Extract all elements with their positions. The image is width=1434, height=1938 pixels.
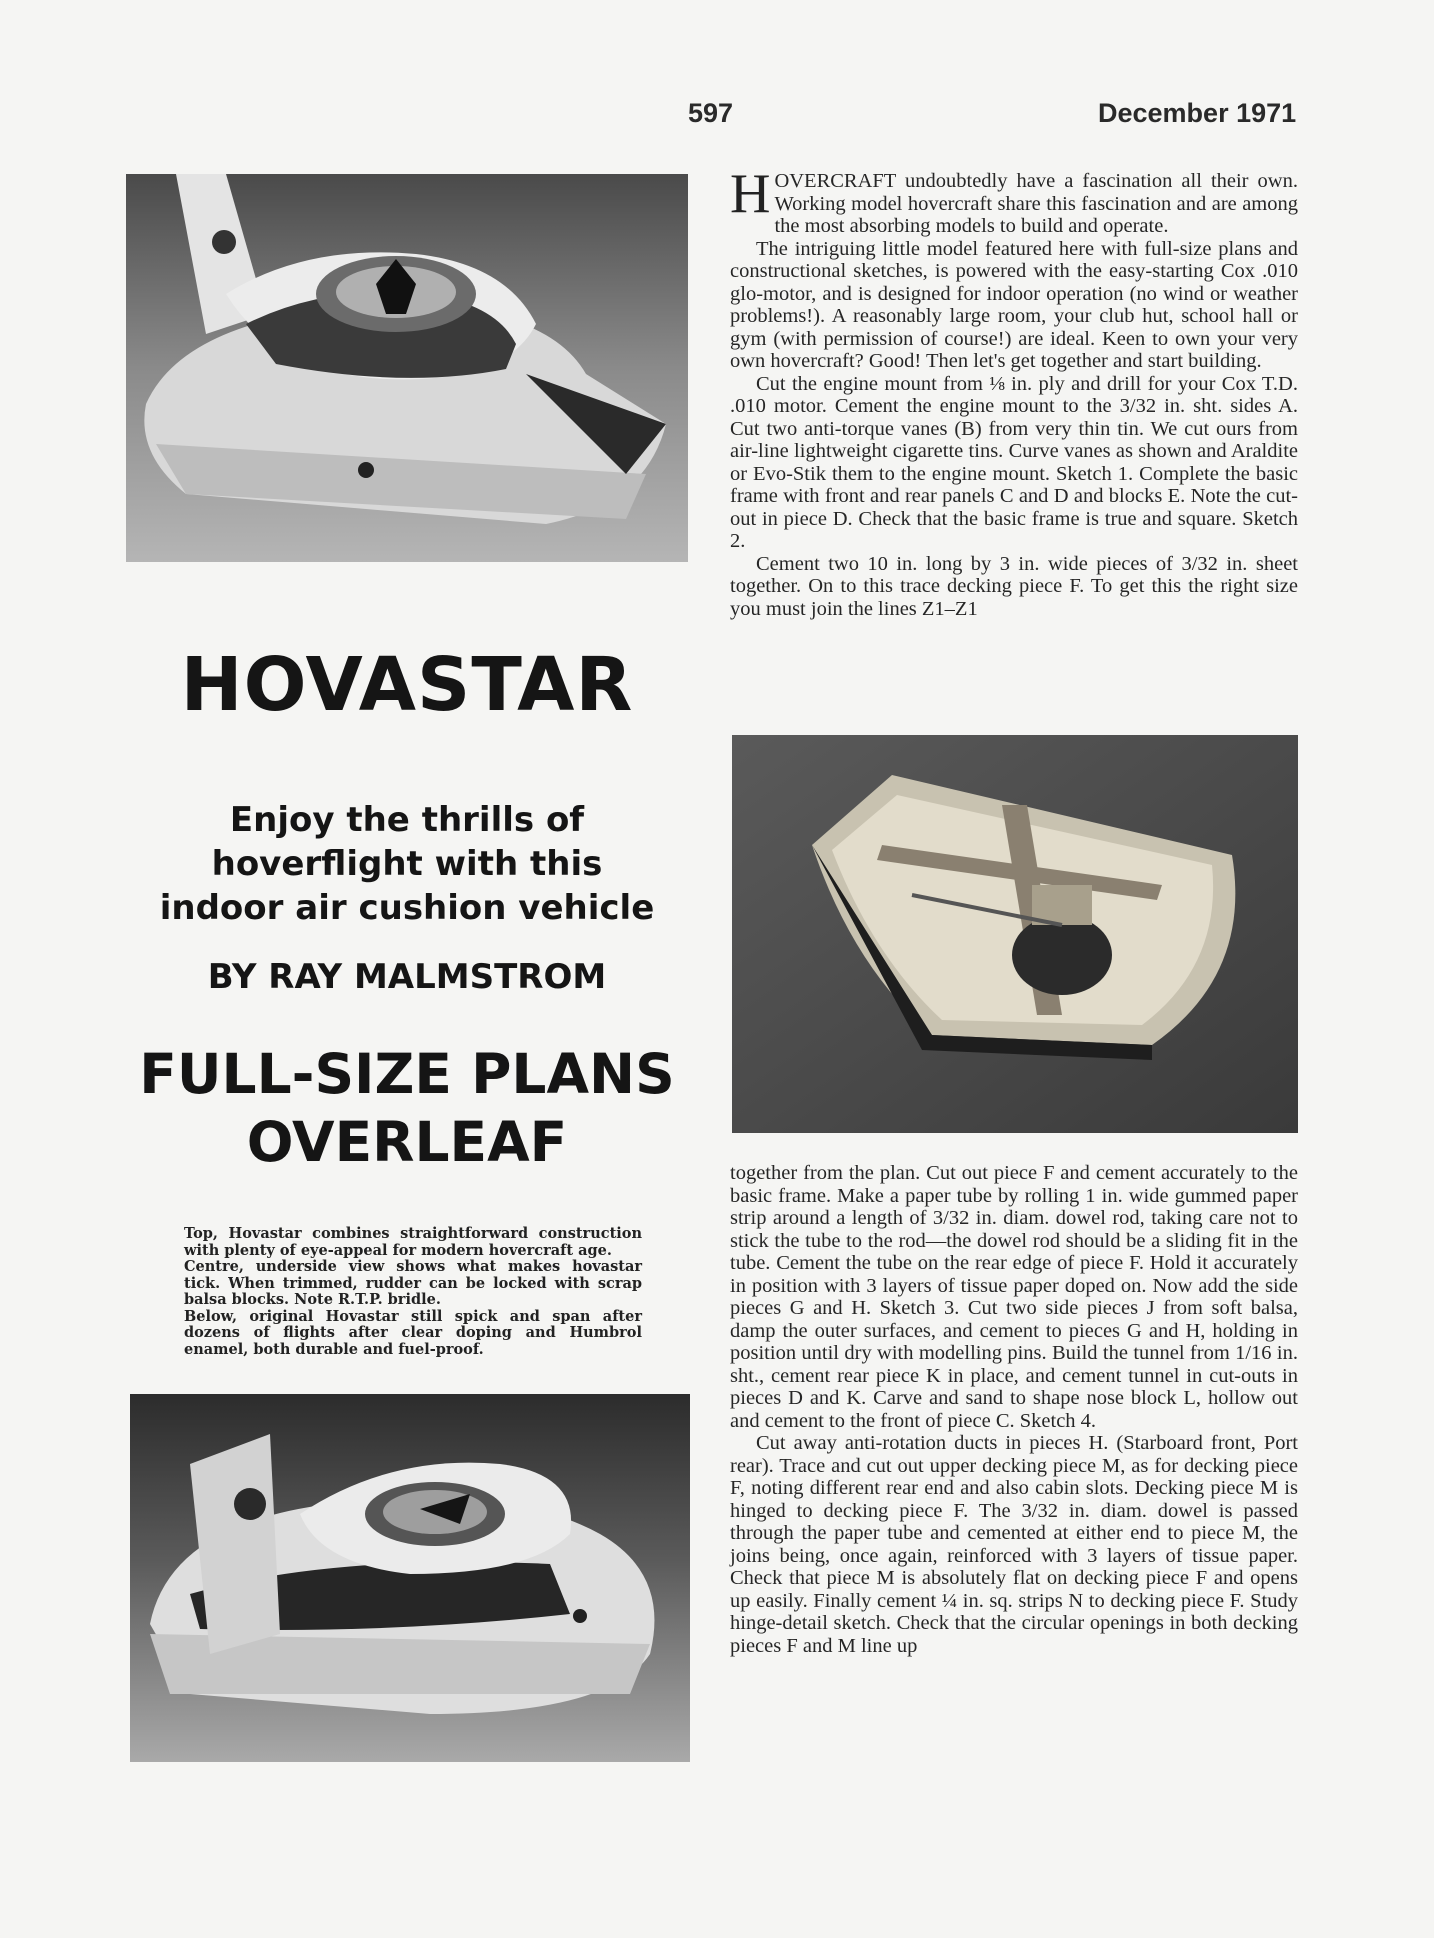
issue-date: December 1971 [1098,98,1297,128]
caption-top: Top, Hovastar combines straightforward construction with plenty of eye-appeal for modern hovercraft age. [184,1225,642,1259]
photo-bottom-hovercraft [130,1394,690,1762]
article-paragraph-2: The intriguing little model featured here with full-size plans and constructional sketches, is powered with the easy-starting Cox .010 glo-motor, and is designed for indoor operation (no wind or weather problems!). A reasonably large room, your club hut, school hall or gym (with permission of course!) are ideal. Keen to own your very own hovercraft? Good! Then let's get together and start building. [730,237,1298,372]
article-paragraph-5: together from the plan. Cut out piece F and cement accurately to the basic frame. Make a paper tube by rolling 1 in. wide gummed paper strip around a length of 3/32 in. diam. dowel rod, taking care not to stick the tube to the rod—the dowel rod should be a sliding fit in the tube. Cement the tube on the rear edge of piece F. Hold it accurately in position with 3 layers of tissue paper doped on. Now add the side pieces G and H. Sketch 3. Cut two side pieces J from soft balsa, damp the outer surfaces, and cement to pieces G and H, holding in position until dry with modelling pins. Build the tunnel from 1/16 in. sht., cement rear piece K in place, and cement tunnel in cut-outs in pieces D and K. Carve and sand to shape nose block L, hollow out and cement to the front of piece C. Sketch 4. [730,1162,1298,1432]
article-column-top [730,163,1298,620]
article-paragraph-1: HOVERCRAFT undoubtedly have a fascination all their own. Working model hovercraft share this fascination and are among the most absorbing models to build and operate. [730,163,1298,237]
page-number: 597 [688,98,734,128]
caption-centre: Centre, underside view shows what makes hovastar tick. When trimmed, rudder can be locked with scrap balsa blocks. Note R.T.P. bridle. [184,1258,642,1308]
subtitle-line-3: indoor air cushion vehicle [159,888,655,928]
caption-below: Below, original Hovastar still spick and span after dozens of flights after clear doping and Humbrol enamel, both durable and fuel-proof. [184,1307,642,1358]
photo-underside-view [732,735,1298,1133]
drop-cap: H [730,163,771,225]
photo-top-hovercraft [126,174,688,562]
plans-line-2: OVERLEAF [246,1110,568,1174]
plans-notice [126,1040,688,1176]
subtitle-line-1: Enjoy the thrills of [229,800,585,840]
article-title: HOVASTAR [180,642,634,728]
byline: BY RAY MALMSTROM [207,957,607,997]
article-paragraph-3: Cut the engine mount from ⅛ in. ply and drill for your Cox T.D. .010 motor. Cement the engine mount to the 3/32 in. sht. sides A. Cut two anti-torque vanes (B) from very thin tin. We cut ours from air-line lightweight cigarette tins. Curve vanes as shown and Araldite or Evo-Stik them to the engine mount. Sketch 1. Complete the basic frame with front and rear panels C and D and blocks E. Note the cut-out in piece D. Check that the basic frame is true and square. Sketch 2. [730,372,1298,552]
article-column-bottom [730,1162,1298,1657]
article-paragraph-4: Cement two 10 in. long by 3 in. wide pieces of 3/32 in. sheet together. On to this trace decking piece F. To get this the right size you must join the lines Z1–Z1 [730,552,1298,620]
article-paragraph-6: Cut away anti-rotation ducts in pieces H. (Starboard front, Port rear). Trace and cut out upper decking piece M, as for decking piece F, noting different rear end and also cabin slots. Decking piece M is hinged to decking piece F. The 3/32 in. diam. dowel is passed through the paper tube and cemented at either end to piece M, the joins being, once again, reinforced with 3 layers of tissue paper. Check that piece M is absolutely flat on decking piece F and opens up easily. Finally cement ¼ in. sq. strips N to decking piece F. Study hinge-detail sketch. Check that the circular openings in both decking pieces F and M line up [730,1432,1298,1657]
subtitle-line-2: hoverflight with this [211,844,603,884]
plans-line-1: FULL-SIZE PLANS [139,1042,675,1106]
photo-caption [184,1226,642,1358]
article-subtitle [126,798,688,930]
